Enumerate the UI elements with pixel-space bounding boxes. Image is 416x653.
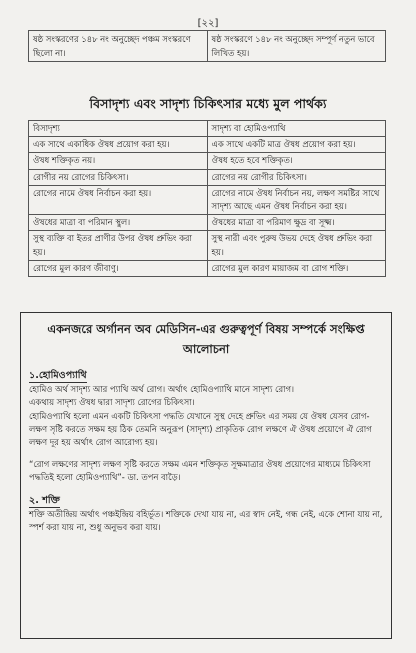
table-cell: ষষ্ঠ সংস্করণে ১৪৮ নং অনুচ্ছেদ সম্পূর্ণ নতুন ভাবে লিখিত হয়। bbox=[207, 31, 386, 62]
table-cell: ষষ্ঠ সংস্করণের ১৪৮ নং অনুচ্ছেদ পঞ্চম সংস্করণে ছিলো না। bbox=[29, 31, 208, 62]
section-heading-power: ২. শক্তি bbox=[29, 494, 60, 508]
table-cell: রোগের নামে ঔষধ নির্বাচন করা হয়। bbox=[29, 185, 208, 214]
table-cell: রোগের নামে ঔষধ নির্বাচন নয়, লক্ষণ সমষ্টির সাথে সাদৃশ্য আছে এমন ঔষধ নির্বাচন করা হয়। bbox=[207, 185, 386, 214]
comparison-table bbox=[28, 120, 386, 277]
paragraph: হোমিওপ্যাথি হলো এমন একটি চিকিৎসা পদ্ধতি যেখানে সুস্থ দেহে প্রুভিং এর সময় যে ঔষধ যেসব রোগ-লক্ষণ সৃষ্টি করতে সক্ষম হয় ঠিক তেমনি অনুরূপ (সাদৃশ্য) প্রাকৃতিক রোগ লক্ষণে ঐ ঔষধ প্রয়োগে ঐ রোগ লক্ষণ দূর হয় অর্থাৎ রোগ আরোগ্য হয়। bbox=[29, 410, 372, 448]
section-heading-homeopathy: ১.হোমিওপ্যাথি bbox=[29, 369, 87, 383]
paragraph-line: হোমিও অর্থ সাদৃশ্য আর প্যাথি অর্থ রোগ। অর্থাৎ হোমিওপ্যাথি মানে সাদৃশ্য রোগ। bbox=[29, 384, 294, 395]
summary-box-content bbox=[21, 359, 391, 534]
column-header-dissimilar: বিসাদৃশ্য bbox=[29, 121, 208, 137]
table-cell: রোগের মুল কারণ মায়াজম বা রোগ শক্তি। bbox=[207, 260, 386, 276]
table-cell: রোগীর নয় রোগের চিকিৎসা। bbox=[29, 169, 208, 185]
table-row bbox=[29, 231, 386, 260]
spacer bbox=[29, 485, 383, 490]
table-cell: ঔষধের মাত্রা বা পরিমাণ ক্ষুদ্র বা সূক্ষ্ম। bbox=[207, 215, 386, 231]
table-row bbox=[29, 153, 386, 169]
table-cell: ঔষধের মাত্রা বা পরিমান স্থুল। bbox=[29, 215, 208, 231]
continuation-table bbox=[28, 30, 386, 62]
table-row bbox=[29, 137, 386, 153]
page-number: [২২] bbox=[197, 18, 219, 29]
summary-box-title: একনজরে অর্গানন অব মেডিসিন-এর গুরুত্বপূর্ণ বিষয় সম্পর্কে সংক্ষিপ্ত আলোচনা bbox=[47, 322, 365, 356]
table-row bbox=[29, 185, 386, 214]
table-header-row bbox=[29, 121, 386, 137]
section-title: বিসাদৃশ্য এবং সাদৃশ্য চিকিৎসার মধ্যে মুল পার্থক্য bbox=[89, 96, 327, 111]
paragraph: শক্তি অতীন্দ্রিয় অর্থাৎ পঞ্চইন্দ্রিয় বহির্ভূত। শক্তিকে দেখা যায় না, এর স্বাদ নেই, গন্ধ নেই, একে শোনা যায় না, স্পর্শ করা যায় না, শুধু অনুভব করা যায়। bbox=[29, 508, 383, 533]
table-row bbox=[29, 169, 386, 185]
summary-box bbox=[20, 312, 392, 639]
column-header-similar: সাদৃশ্য বা হোমিওপ্যাথি bbox=[207, 121, 386, 137]
table-cell: ঔষধ হতে হবে শক্তিকৃত। bbox=[207, 153, 386, 169]
table-cell: এক সাথে একটি মাত্র ঔষধ প্রয়োগ করা হয়। bbox=[207, 137, 386, 153]
table-row bbox=[29, 215, 386, 231]
table-cell: ঔষধ শক্তিকৃত নয়। bbox=[29, 153, 208, 169]
paragraph-line: একথায় সাদৃশ্য ঔষধ দ্বারা সাদৃশ্য রোগের চিকিৎসা। bbox=[29, 397, 195, 408]
table-cell: এক সাথে একাধিক ঔষধ প্রয়োগ করা হয়। bbox=[29, 137, 208, 153]
table-cell: রোগের নয় রোগীর চিকিৎসা। bbox=[207, 169, 386, 185]
quotation: “রোগ লক্ষণের সাদৃশ্য লক্ষণ সৃষ্টি করতে সক্ষম এমন শক্তিকৃত সূক্ষমাত্রার ঔষধ প্রয়োগের মাধ্যমে চিকিৎসা পদ্ধতিই হলো হোমিওপ্যাথি”- ডা. তপন বাড়ৈ। bbox=[29, 459, 371, 483]
table-row bbox=[29, 31, 386, 62]
spacer bbox=[29, 449, 383, 454]
table-cell: সুস্থ নারী এবং পুরুষ উভয় দেহে ঔষধ প্রুভিং করা হয়। bbox=[207, 231, 386, 260]
table-cell: রোগের মুল কারণ জীবাণু। bbox=[29, 260, 208, 276]
table-row bbox=[29, 260, 386, 276]
table-cell: সুস্থ ব্যক্তি বা ইতর প্রাণীর উপর ঔষধ প্রুভিং করা হয়। bbox=[29, 231, 208, 260]
